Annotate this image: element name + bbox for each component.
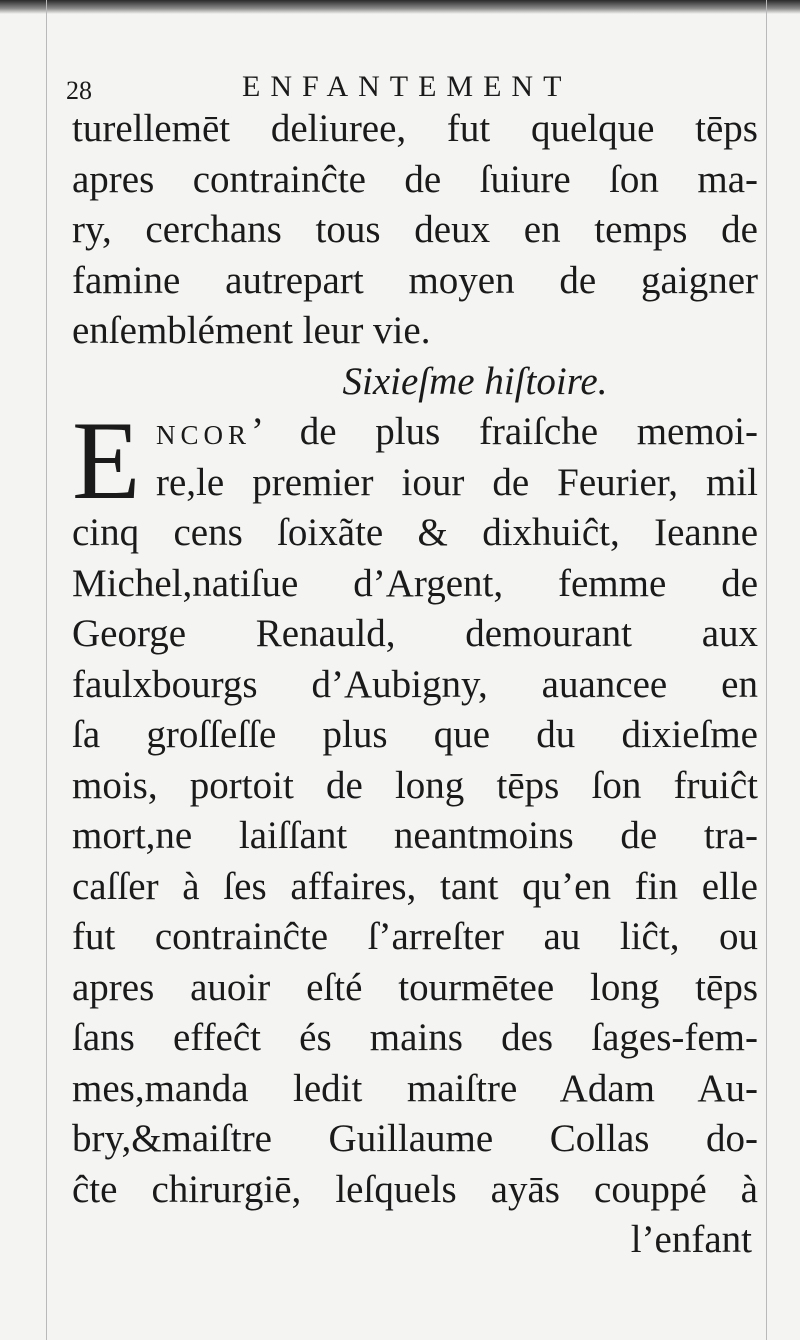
text-line: turellemēt deliuree, fut quelque tēps <box>72 107 758 150</box>
text-line: apres auoir eſté tourmētee long tēps <box>72 965 758 1009</box>
text-line <box>72 407 758 458</box>
paragraph <box>72 399 758 1215</box>
page-number: 28 <box>66 76 92 105</box>
body-text <box>72 104 758 1266</box>
catchword: l’enfant <box>630 1218 752 1261</box>
page-top-shadow <box>0 0 800 14</box>
text-line: apres contrainĉte de ſuiure ſon ma- <box>72 157 758 201</box>
text-line: bry,&maiſtre Guillaume Collas do- <box>72 1117 758 1160</box>
text-line: ĉte chirurgiē, leſquels ayās couppé à <box>72 1167 758 1211</box>
text-line: ry, cerchans tous deux en temps de <box>72 208 758 251</box>
first-line-text: ’ de plus fraiſche memoi- <box>251 410 758 453</box>
left-margin-rule <box>46 0 47 1340</box>
text-line: cinq cens ſoixãte & dixhuiĉt, Ieanne <box>72 511 758 554</box>
drop-capital: E <box>72 399 141 523</box>
text-line: mois, portoit de long tēps ſon fruiĉt <box>72 763 758 807</box>
running-head <box>66 66 756 106</box>
text-line: mes,manda ledit maiſtre Adam Au- <box>72 1066 758 1110</box>
text-line: Michel,natiſue d’Argent, femme de <box>72 561 758 605</box>
section-heading: Sixieſme hiſtoire. <box>342 359 608 403</box>
small-caps-word: NCOR <box>156 420 252 450</box>
text-line: George Renauld, demourant aux <box>72 612 758 655</box>
text-line: faulxbourgs d’Aubigny, auancee en <box>72 662 758 706</box>
text-line: ſans effeĉt és mains des ſages-fem- <box>72 1016 758 1059</box>
text-line: re,le premier iour de Feurier, mil <box>156 460 758 504</box>
text-line: famine autrepart moyen de gaigner <box>72 258 758 302</box>
text-line: enſemblément leur vie. <box>72 309 431 352</box>
text-line: caſſer à ſes affaires, tant qu’en fin elle <box>72 864 758 908</box>
text-line: mort,ne laiſſant neantmoins de tra- <box>72 814 758 857</box>
running-title: ENFANTEMENT <box>242 70 572 103</box>
right-margin-rule <box>766 0 767 1340</box>
text-line: ſa groſſeſſe plus que du dixieſme <box>72 713 758 756</box>
text-line: fut contrainĉte ſ’arreſter au liĉt, ou <box>72 915 758 958</box>
